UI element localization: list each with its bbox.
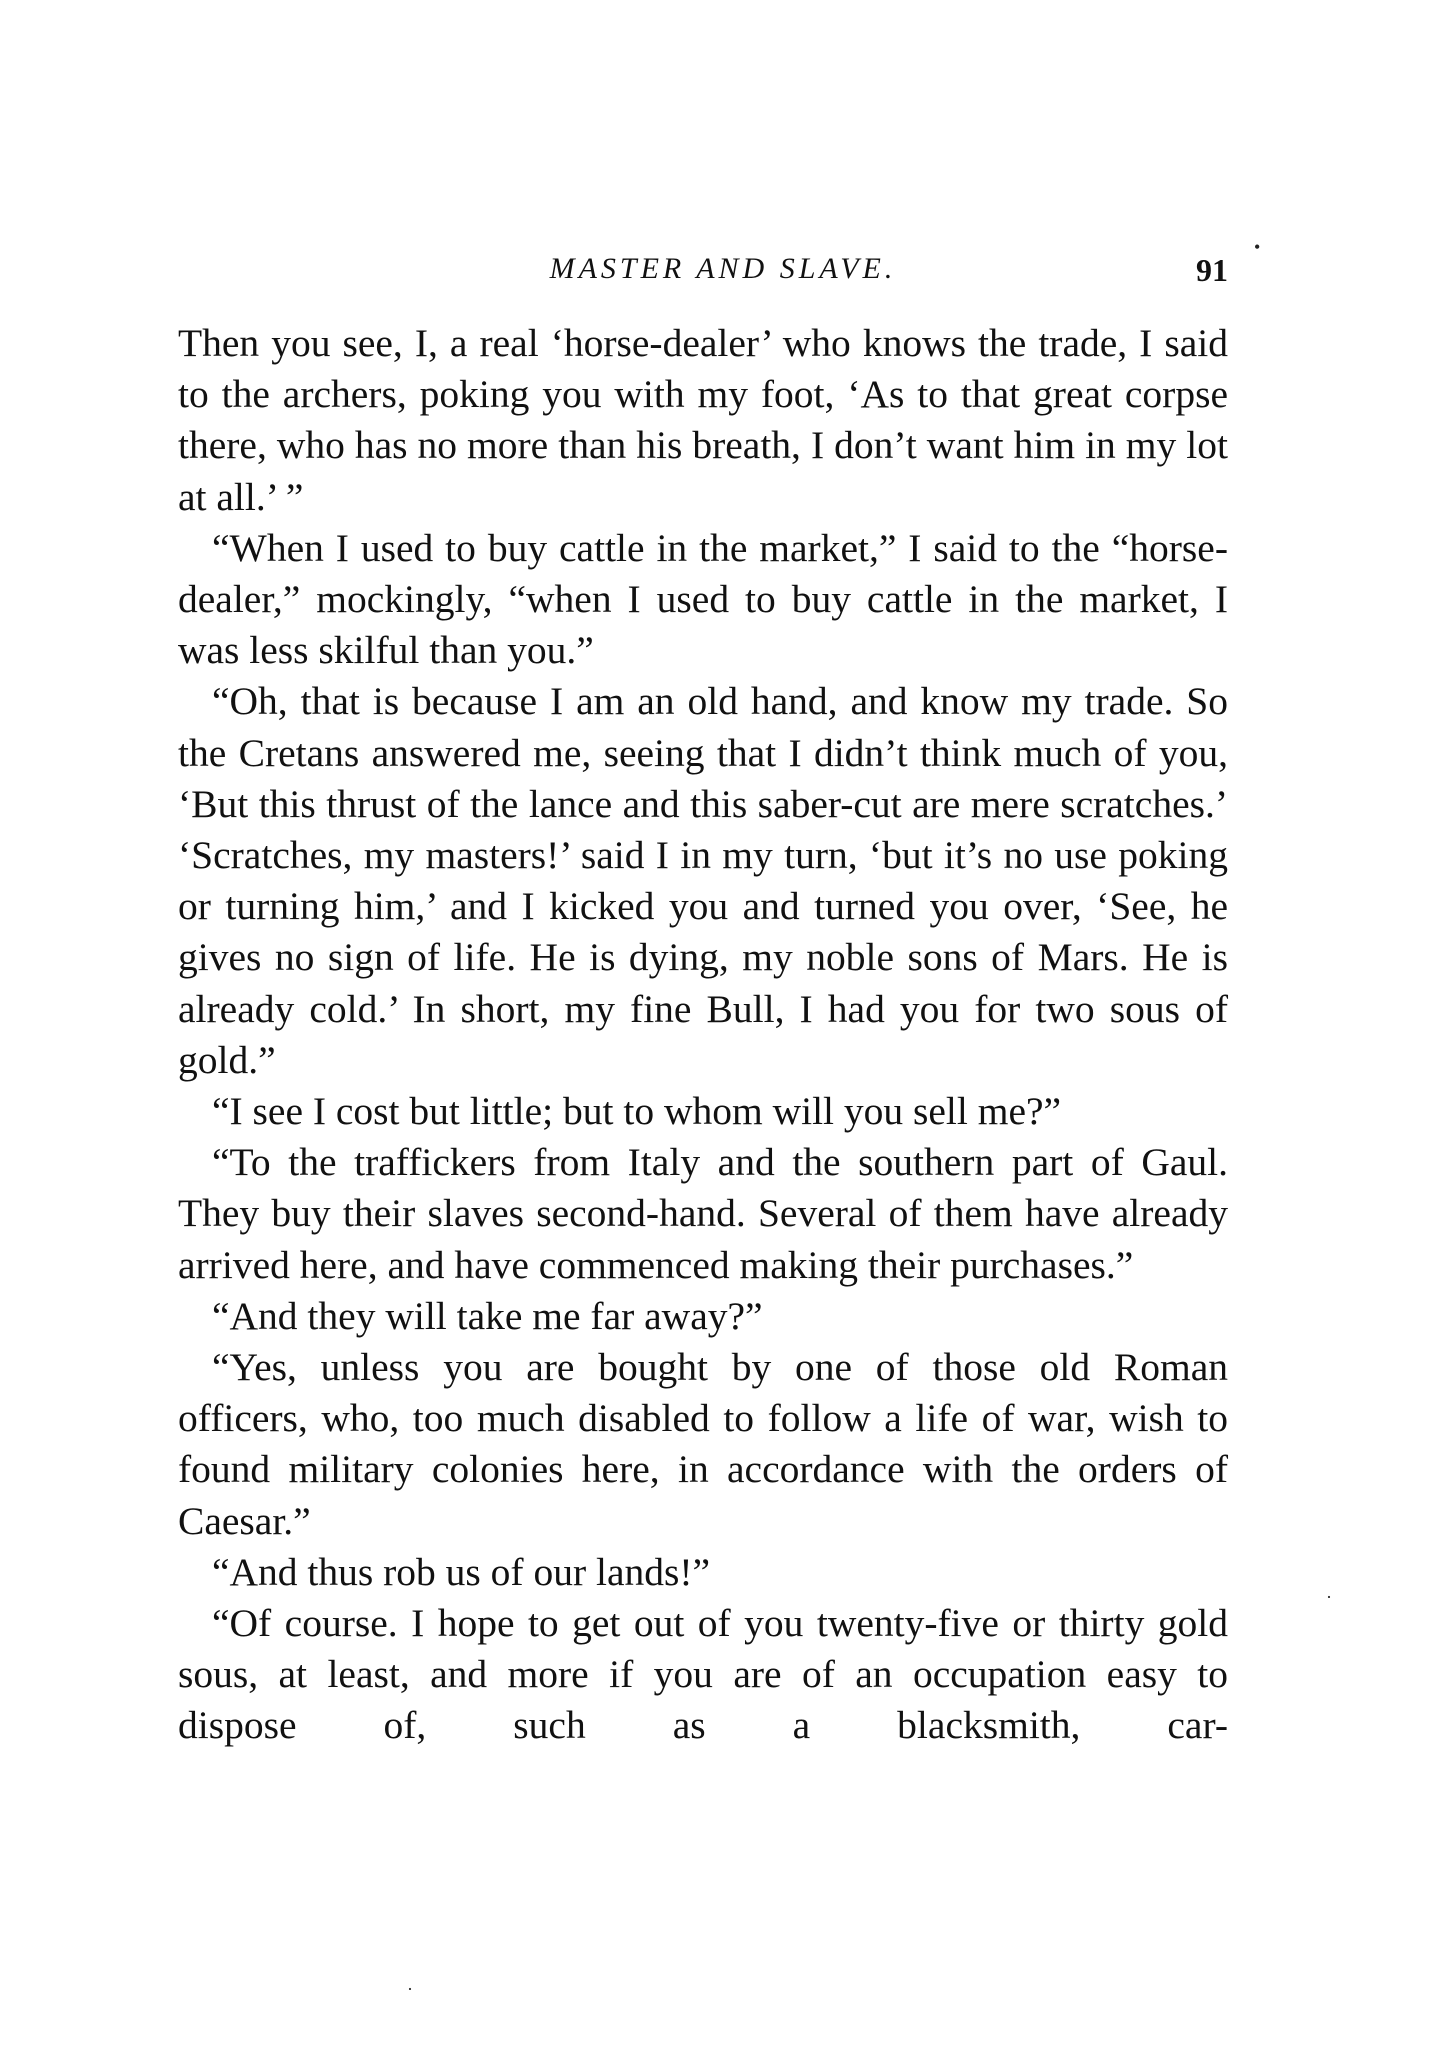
body-text [178,318,1228,1752]
paragraph-1: Then you see, I, a real ‘horse-dealer’ who knows the trade, I said to the archers, poking you with my foot, ‘As to that great corpse there, who has no more than his breath, I don’t want him in my lot at all.’ ” [178,321,1228,519]
paragraph-8: “And thus rob us of our lands!” [212,1549,711,1594]
paragraph-3: “Oh, that is because I am an old hand, and know my trade. So the Cretans answered me, seeing that I didn’t think much of you, ‘But this thrust of the lance and this saber-cut are mere scratches.’ ‘Scratches, my masters!’ said I in my turn, ‘but it’s no use poking or turning him,’ and I kicked you and turned you over, ‘See, he gives no sign of life. He is dying, my noble sons of Mars. He is already cold.’ In short, my fine Bull, I had you for two sous of gold.” [178,679,1228,1082]
scan-speck: • [1254,237,1261,257]
paragraph-2: “When I used to buy cattle in the market,” I said to the “horse-dealer,” mockingly, “when I used to buy cattle in the market, I was less skilful than you.” [178,525,1228,673]
paragraph-5: “To the traffickers from Italy and the southern part of Gaul. They buy their slaves second-hand. Several of them have already arrived here, and have commenced making their purchases.” [178,1140,1228,1287]
paragraph-4: “I see I cost but little; but to whom will you sell me?” [212,1089,1062,1134]
scan-speck: · [1326,1587,1332,1607]
paragraph-9: “Of course. I hope to get out of you twenty-five or thirty gold sous, at least, and more if you are of an occupation easy to dispose of, such as a blacksmith, car- [178,1601,1228,1748]
paragraph-6: “And they will take me far away?” [212,1293,763,1338]
running-title: MASTER AND SLAVE. [549,252,897,285]
running-head [178,252,1228,302]
scan-speck: · [407,1979,413,1999]
paragraph-7: “Yes, unless you are bought by one of those old Roman officers, who, too much disabled to follow a life of war, wish to found military colonies here, in accordance with the orders of Caesar.” [178,1345,1228,1543]
page-number: 91 [1196,252,1228,288]
